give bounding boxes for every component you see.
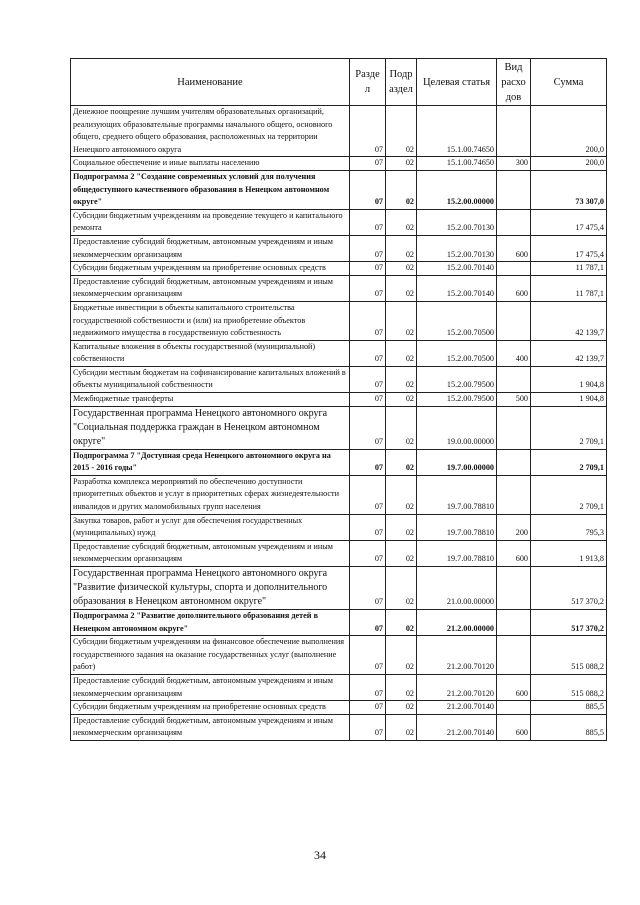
cell-section: 07	[350, 540, 386, 566]
cell-name: Закупка товаров, работ и услуг для обеспечения государственных (муниципальных) нужд	[71, 514, 350, 540]
cell-subsection: 02	[386, 610, 417, 636]
cell-name: Субсидии бюджетным учреждениям на приобретение основных средств	[71, 701, 350, 715]
cell-sum: 1 913,8	[531, 540, 607, 566]
table-row	[71, 366, 607, 392]
cell-sum: 73 307,0	[531, 170, 607, 209]
table-row	[71, 209, 607, 235]
cell-kind: 300	[497, 157, 531, 171]
cell-name: Подпрограмма 2 "Развитие дополнительного образования детей в Ненецком автономном округе"	[71, 610, 350, 636]
cell-name: Предоставление субсидий бюджетным, автономным учреждениям и иным некоммерческим организациям	[71, 275, 350, 301]
cell-kind	[497, 406, 531, 449]
table-row	[71, 340, 607, 366]
table-row	[71, 610, 607, 636]
cell-kind	[497, 366, 531, 392]
cell-subsection: 02	[386, 235, 417, 261]
cell-kind	[497, 567, 531, 610]
cell-sum: 42 139,7	[531, 301, 607, 340]
cell-kind: 600	[497, 275, 531, 301]
cell-section: 07	[350, 514, 386, 540]
cell-subsection: 02	[386, 393, 417, 407]
cell-section: 07	[350, 567, 386, 610]
cell-name: Субсидии бюджетным учреждениям на приобретение основных средств	[71, 262, 350, 276]
cell-kind	[497, 106, 531, 157]
cell-section: 07	[350, 610, 386, 636]
cell-section: 07	[350, 262, 386, 276]
cell-name: Государственная программа Ненецкого автономного округа "Социальная поддержка граждан в Ненецком автономном округе"	[71, 406, 350, 449]
cell-subsection: 02	[386, 262, 417, 276]
table-row	[71, 636, 607, 675]
page-number: 34	[314, 848, 326, 862]
cell-sum: 515 088,2	[531, 674, 607, 700]
cell-subsection: 02	[386, 514, 417, 540]
cell-name: Предоставление субсидий бюджетным, автономным учреждениям и иным некоммерческим организациям	[71, 235, 350, 261]
cell-name: Денежное поощрение лучшим учителям образовательных организаций, реализующих образовательные программы начального общего, основного общего, среднего общего образования, расположенных на территории Ненецкого автономного округа	[71, 106, 350, 157]
cell-kind	[497, 701, 531, 715]
cell-target: 21.0.00.00000	[417, 567, 497, 610]
table-row	[71, 714, 607, 740]
cell-target: 15.2.00.70130	[417, 209, 497, 235]
table-row	[71, 514, 607, 540]
cell-target: 21.2.00.70120	[417, 674, 497, 700]
cell-sum: 17 475,4	[531, 209, 607, 235]
cell-target: 15.2.00.70500	[417, 340, 497, 366]
cell-target: 15.1.00.74650	[417, 157, 497, 171]
header-section: Разде л	[350, 59, 386, 106]
cell-kind	[497, 301, 531, 340]
cell-kind: 600	[497, 540, 531, 566]
cell-subsection: 02	[386, 475, 417, 514]
cell-target: 19.7.00.78810	[417, 475, 497, 514]
cell-target: 19.7.00.78810	[417, 540, 497, 566]
cell-section: 07	[350, 714, 386, 740]
cell-sum: 885,5	[531, 714, 607, 740]
cell-target: 21.2.00.70120	[417, 636, 497, 675]
cell-name: Разработка комплекса мероприятий по обеспечению доступности приоритетных объектов и услуг в приоритетных сферах жизнедеятельности инвалидов и других маломобильных групп населения	[71, 475, 350, 514]
cell-kind: 200	[497, 514, 531, 540]
cell-name: Капитальные вложения в объекты государственной (муниципальной) собственности	[71, 340, 350, 366]
cell-kind: 600	[497, 235, 531, 261]
cell-section: 07	[350, 275, 386, 301]
table-row	[71, 567, 607, 610]
cell-sum: 2 709,1	[531, 406, 607, 449]
cell-sum: 1 904,8	[531, 393, 607, 407]
header-subsection: Подр аздел	[386, 59, 417, 106]
cell-sum: 1 904,8	[531, 366, 607, 392]
cell-section: 07	[350, 636, 386, 675]
cell-section: 07	[350, 170, 386, 209]
cell-target: 15.2.00.70500	[417, 301, 497, 340]
cell-sum: 200,0	[531, 157, 607, 171]
cell-kind	[497, 209, 531, 235]
cell-sum: 515 088,2	[531, 636, 607, 675]
cell-kind	[497, 610, 531, 636]
table-row	[71, 157, 607, 171]
cell-name: Предоставление субсидий бюджетным, автономным учреждениям и иным некоммерческим организациям	[71, 540, 350, 566]
header-sum: Сумма	[531, 59, 607, 106]
cell-kind	[497, 636, 531, 675]
cell-name: Подпрограмма 7 "Доступная среда Ненецкого автономного округа на 2015 - 2016 годы"	[71, 449, 350, 475]
header-name: Наименование	[71, 59, 350, 106]
cell-name: Субсидии местным бюджетам на софинансирование капитальных вложений в объекты муниципальной собственности	[71, 366, 350, 392]
cell-sum: 517 370,2	[531, 567, 607, 610]
cell-sum: 795,3	[531, 514, 607, 540]
table-row	[71, 406, 607, 449]
cell-name: Субсидии бюджетным учреждениям на финансовое обеспечение выполнения государственного задания на оказание государственных услуг (выполнение работ)	[71, 636, 350, 675]
table-row	[71, 674, 607, 700]
cell-subsection: 02	[386, 701, 417, 715]
cell-target: 19.0.00.00000	[417, 406, 497, 449]
cell-subsection: 02	[386, 157, 417, 171]
cell-target: 15.1.00.74650	[417, 106, 497, 157]
cell-name: Социальное обеспечение и иные выплаты населению	[71, 157, 350, 171]
cell-section: 07	[350, 106, 386, 157]
cell-subsection: 02	[386, 275, 417, 301]
cell-target: 21.2.00.70140	[417, 714, 497, 740]
cell-target: 15.2.00.70130	[417, 235, 497, 261]
cell-subsection: 02	[386, 301, 417, 340]
cell-section: 07	[350, 366, 386, 392]
cell-target: 15.2.00.79500	[417, 393, 497, 407]
cell-name: Межбюджетные трансферты	[71, 393, 350, 407]
table-row	[71, 393, 607, 407]
cell-subsection: 02	[386, 366, 417, 392]
cell-sum: 200,0	[531, 106, 607, 157]
budget-table	[70, 58, 607, 741]
cell-section: 07	[350, 157, 386, 171]
cell-section: 07	[350, 449, 386, 475]
cell-subsection: 02	[386, 209, 417, 235]
cell-section: 07	[350, 701, 386, 715]
cell-target: 21.2.00.00000	[417, 610, 497, 636]
cell-sum: 17 475,4	[531, 235, 607, 261]
table-row	[71, 475, 607, 514]
cell-subsection: 02	[386, 170, 417, 209]
cell-kind: 600	[497, 714, 531, 740]
cell-section: 07	[350, 475, 386, 514]
cell-sum: 517 370,2	[531, 610, 607, 636]
cell-subsection: 02	[386, 714, 417, 740]
cell-kind	[497, 262, 531, 276]
cell-sum: 885,5	[531, 701, 607, 715]
cell-target: 21.2.00.70140	[417, 701, 497, 715]
cell-name: Бюджетные инвестиции в объекты капитального строительства государственной собственности и (или) на приобретение объектов недвижимого имущества в государственную собственность	[71, 301, 350, 340]
cell-subsection: 02	[386, 106, 417, 157]
cell-section: 07	[350, 406, 386, 449]
cell-kind	[497, 449, 531, 475]
table-row	[71, 275, 607, 301]
table-row	[71, 170, 607, 209]
cell-sum: 2 709,1	[531, 449, 607, 475]
cell-name: Предоставление субсидий бюджетным, автономным учреждениям и иным некоммерческим организациям	[71, 674, 350, 700]
cell-subsection: 02	[386, 636, 417, 675]
cell-subsection: 02	[386, 567, 417, 610]
cell-sum: 42 139,7	[531, 340, 607, 366]
table-row	[71, 701, 607, 715]
table-row	[71, 262, 607, 276]
table-row	[71, 106, 607, 157]
header-target: Целевая статья	[417, 59, 497, 106]
cell-subsection: 02	[386, 540, 417, 566]
cell-section: 07	[350, 301, 386, 340]
table-row	[71, 235, 607, 261]
cell-name: Подпрограмма 2 "Создание современных условий для получения общедоступного качественного образования в Ненецком автономном округе"	[71, 170, 350, 209]
cell-target: 19.7.00.00000	[417, 449, 497, 475]
cell-target: 15.2.00.79500	[417, 366, 497, 392]
header-kind: Вид расхо дов	[497, 59, 531, 106]
cell-subsection: 02	[386, 449, 417, 475]
cell-sum: 11 787,1	[531, 275, 607, 301]
cell-target: 15.2.00.70140	[417, 262, 497, 276]
cell-target: 15.2.00.00000	[417, 170, 497, 209]
cell-kind: 600	[497, 674, 531, 700]
cell-kind	[497, 475, 531, 514]
cell-section: 07	[350, 393, 386, 407]
cell-subsection: 02	[386, 340, 417, 366]
cell-section: 07	[350, 674, 386, 700]
cell-sum: 11 787,1	[531, 262, 607, 276]
cell-target: 19.7.00.78810	[417, 514, 497, 540]
cell-kind: 500	[497, 393, 531, 407]
table-row	[71, 301, 607, 340]
table-row	[71, 540, 607, 566]
cell-name: Предоставление субсидий бюджетным, автономным учреждениям и иным некоммерческим организациям	[71, 714, 350, 740]
cell-kind: 400	[497, 340, 531, 366]
cell-sum: 2 709,1	[531, 475, 607, 514]
cell-subsection: 02	[386, 674, 417, 700]
table-header-row	[71, 59, 607, 106]
cell-subsection: 02	[386, 406, 417, 449]
cell-name: Субсидии бюджетным учреждениям на проведение текущего и капитального ремонта	[71, 209, 350, 235]
cell-section: 07	[350, 235, 386, 261]
cell-section: 07	[350, 209, 386, 235]
cell-target: 15.2.00.70140	[417, 275, 497, 301]
cell-kind	[497, 170, 531, 209]
table-row	[71, 449, 607, 475]
cell-section: 07	[350, 340, 386, 366]
cell-name: Государственная программа Ненецкого автономного округа "Развитие физической культуры, спорта и дополнительного образования в Ненецком автономном округе"	[71, 567, 350, 610]
